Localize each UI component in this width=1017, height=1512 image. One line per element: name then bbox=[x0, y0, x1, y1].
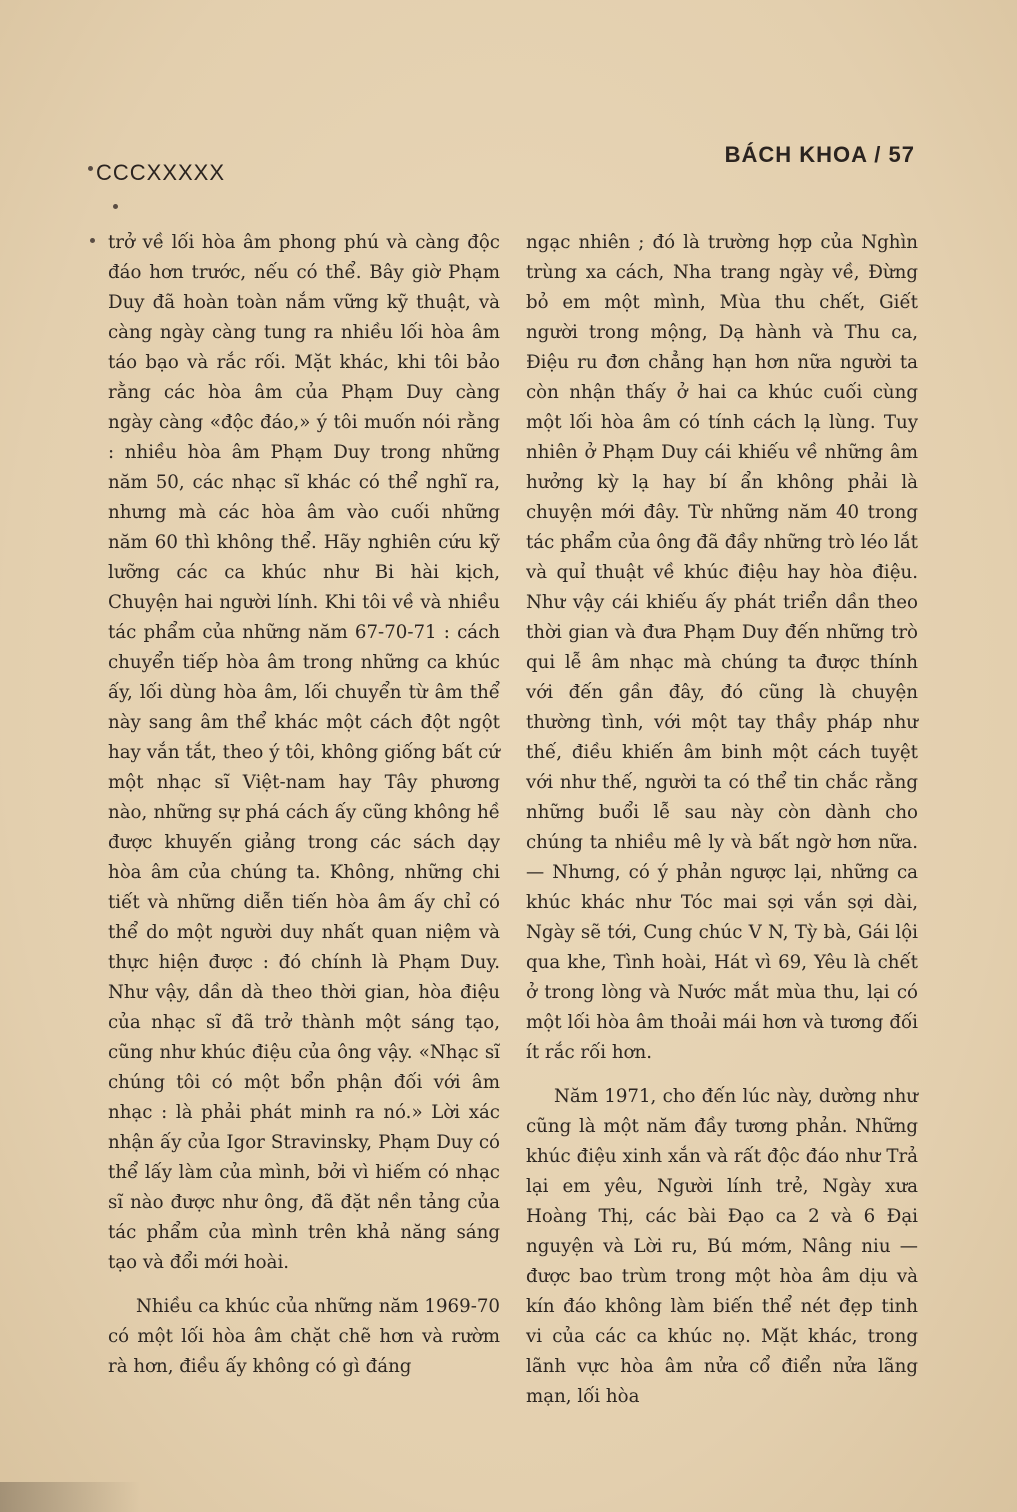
right-column bbox=[526, 228, 918, 1412]
page-stain bbox=[0, 1482, 140, 1512]
bullet-mark bbox=[90, 238, 95, 243]
header-page-title: BÁCH KHOA / 57 bbox=[724, 142, 915, 167]
bullet-mark bbox=[88, 166, 93, 171]
left-column bbox=[108, 228, 500, 1382]
right-paragraph-2: Năm 1971, cho đến lúc này, dường như cũng là một năm đầy tương phản. Những khúc điệu xinh xắn và rất độc đáo như Trả lại em yêu, Người lính trẻ, Ngày xưa Hoàng Thị, các bài Đạo ca 2 và 6 Đại nguyện và Lời ru, Bú mớm, Nâng niu — được bao trùm trong một hòa âm dịu và kín đáo không làm biến thể nét đẹp tinh vi của các ca khúc nọ. Mặt khác, trong lãnh vực hòa âm nửa cổ điển nửa lãng mạn, lối hòa bbox=[526, 1086, 918, 1407]
bullet-mark bbox=[113, 204, 118, 209]
left-paragraph-1: trở về lối hòa âm phong phú và càng độc đáo hơn trước, nếu có thể. Bây giờ Phạm Duy đã hoàn toàn nắm vững kỹ thuật, và càng ngày càng tung ra nhiều lối hòa âm táo bạo và rắc rối. Mặt khác, khi tôi bảo rằng các hòa âm của Phạm Duy càng ngày càng «độc đáo,» ý tôi muốn nói rằng : nhiều hòa âm Phạm Duy trong những năm 50, các nhạc sĩ khác có thể nghĩ ra, nhưng mà các hòa âm vào cuối những năm 60 thì không thể. Hãy nghiên cứu kỹ lưỡng các ca khúc như Bi hài kịch, Chuyện hai người lính. Khi tôi về và nhiều tác phẩm của những năm 67-70-71 : cách chuyển tiếp hòa âm trong những ca khúc ấy, lối dùng hòa âm, lối chuyển từ âm thể này sang âm thể khác một cách đột ngột hay vắn tắt, theo ý tôi, không giống bất cứ một nhạc sĩ Việt-nam hay Tây phương nào, những sự phá cách ấy cũng không hề được khuyến giảng trong các sách dạy hòa âm của chúng ta. Không, những chi tiết và những diễn tiến hòa âm ấy chỉ có thể do một người duy nhất quan niệm và thực hiện được : đó chính là Phạm Duy. Như vậy, dần dà theo thời gian, hòa điệu của nhạc sĩ đã trở thành một sáng tạo, cũng như khúc điệu của ông vậy. «Nhạc sĩ chúng tôi có một bổn phận đối với âm nhạc : là phải phát minh ra nó.» Lời xác nhận ấy của Igor Stravinsky, Phạm Duy có thể lấy làm của mình, bởi vì hiếm có nhạc sĩ nào được như ông, đã đặt nền tảng của tác phẩm của mình trên khả năng sáng tạo và đổi mới hoài. bbox=[108, 232, 500, 1273]
right-paragraph-1: ngạc nhiên ; đó là trường hợp của Nghìn trùng xa cách, Nha trang ngày về, Đừng bỏ em một mình, Mùa thu chết, Giết người trong mộng, Dạ hành và Thu ca, Điệu ru đơn chẳng hạn hơn nữa người ta còn nhận thấy ở hai ca khúc cuối cùng một lối hòa âm có tính cách lạ lùng. Tuy nhiên ở Phạm Duy cái khiếu về những âm hưởng kỳ lạ hay bí ẩn không phải là chuyện mới đây. Từ những năm 40 trong tác phẩm của ông đã đầy những trò léo lắt và quỉ thuật về khúc điệu hay hòa điệu. Như vậy cái khiếu ấy phát triển dần theo thời gian và đưa Phạm Duy đến những trò qui lễ âm nhạc mà chúng ta được thính với đến gần đây, đó cũng là chuyện thường tình, với một tay thầy pháp như thế, điều khiến âm binh một cách tuyệt với như thế, người ta có thể tin chắc rằng những buổi lễ sau này còn dành cho chúng ta nhiều mê ly và bất ngờ hơn nữa. — Nhưng, có ý phản ngược lại, những ca khúc khác như Tóc mai sợi vắn sợi dài, Ngày sẽ tới, Cung chúc V N, Tỳ bà, Gái lội qua khe, Tình hoài, Hát vì 69, Yêu là chết ở trong lòng và Nước mắt mùa thu, lại có một lối hòa âm thoải mái hơn và tương đối ít rắc rối hơn. bbox=[526, 232, 918, 1063]
left-paragraph-2: Nhiều ca khúc của những năm 1969-70 có một lối hòa âm chặt chẽ hơn và rườm rà hơn, điều ấy không có gì đáng bbox=[108, 1296, 500, 1377]
header-left-code: CCCXXXXX bbox=[96, 160, 226, 185]
